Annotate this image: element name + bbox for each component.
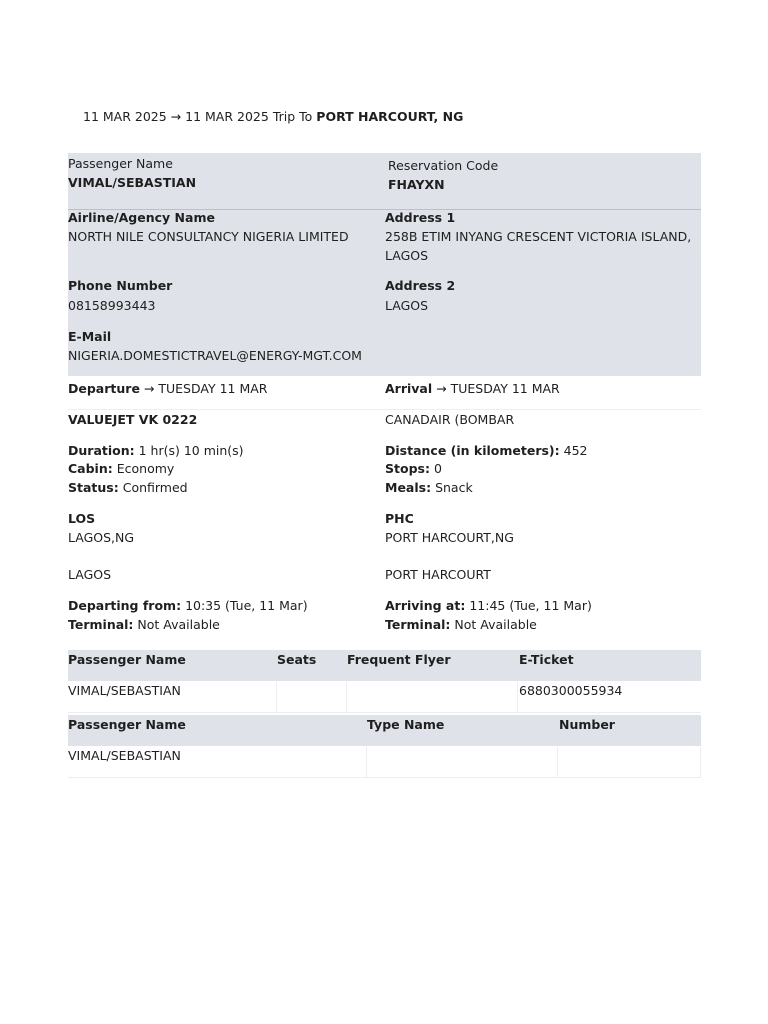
- divider: [68, 712, 701, 713]
- arrival-heading: [385, 379, 560, 398]
- email-address: NIGERIA.DOMESTICTRAVEL@ENERGY-MGT.COM: [68, 348, 362, 363]
- distance-row: [385, 441, 587, 460]
- doc-header-type-name: Type Name: [367, 717, 445, 732]
- arrival-terminal-label: Terminal:: [385, 617, 451, 632]
- arrival-terminal-row: [385, 615, 537, 634]
- divider: [557, 747, 558, 777]
- phone-label: Phone Number: [68, 278, 173, 293]
- trip-to-label: Trip To: [272, 109, 313, 124]
- aircraft-type: CANADAIR (BOMBAR: [385, 412, 515, 427]
- departure-terminal-label: Terminal:: [68, 617, 134, 632]
- phone-number: 08158993443: [68, 298, 156, 313]
- destination-airport: PORT HARCOURT: [385, 567, 491, 582]
- duration-value: 1 hr(s) 10 min(s): [138, 443, 244, 458]
- divider: [346, 682, 347, 712]
- reservation-code: FHAYXN: [388, 177, 445, 192]
- ticket-header-frequent-flyer: Frequent Flyer: [347, 652, 451, 667]
- reservation-code-label: Reservation Code: [388, 158, 499, 173]
- status-label: Status:: [68, 480, 119, 495]
- origin-city: LAGOS,NG: [68, 530, 135, 545]
- divider: [700, 747, 701, 777]
- origin-code: LOS: [68, 511, 96, 526]
- origin-airport: LAGOS: [68, 567, 112, 582]
- passenger-name: VIMAL/SEBASTIAN: [68, 175, 197, 190]
- divider: [276, 682, 277, 712]
- agency-name: NORTH NILE CONSULTANCY NIGERIA LIMITED: [68, 229, 349, 244]
- stops-label: Stops:: [385, 461, 430, 476]
- email-label: E-Mail: [68, 329, 112, 344]
- ticket-row-passenger: VIMAL/SEBASTIAN: [68, 683, 181, 698]
- arriving-label: Arriving at:: [385, 598, 466, 613]
- arrival-terminal: Not Available: [454, 617, 537, 632]
- departure-day: TUESDAY 11 MAR: [158, 381, 268, 396]
- cabin-value: Economy: [116, 461, 175, 476]
- destination-code: PHC: [385, 511, 414, 526]
- status-value: Confirmed: [122, 480, 188, 495]
- departure-heading: [68, 379, 268, 398]
- doc-header-passenger: Passenger Name: [68, 717, 186, 732]
- departing-label: Departing from:: [68, 598, 182, 613]
- trip-destination: PORT HARCOURT, NG: [316, 109, 464, 124]
- destination-city: PORT HARCOURT,NG: [385, 530, 514, 545]
- departing-time: 10:35 (Tue, 11 Mar): [185, 598, 308, 613]
- arrival-day: TUESDAY 11 MAR: [450, 381, 560, 396]
- departure-terminal: Not Available: [137, 617, 220, 632]
- status-row: [68, 478, 188, 497]
- ticket-header-seats: Seats: [277, 652, 317, 667]
- arriving-time: 11:45 (Tue, 11 Mar): [469, 598, 592, 613]
- passenger-name-label: Passenger Name: [68, 156, 173, 171]
- meals-label: Meals:: [385, 480, 432, 495]
- distance-value: 452: [563, 443, 588, 458]
- cabin-label: Cabin:: [68, 461, 113, 476]
- flight-number: VALUEJET VK 0222: [68, 412, 198, 427]
- agency-name-label: Airline/Agency Name: [68, 210, 215, 225]
- arrow-icon: →: [170, 109, 182, 124]
- meals-row: [385, 478, 473, 497]
- address1-label: Address 1: [385, 210, 456, 225]
- stops-row: [385, 459, 442, 478]
- duration-label: Duration:: [68, 443, 135, 458]
- divider: [68, 777, 701, 778]
- departing-row: [68, 596, 308, 615]
- arrival-label: Arrival: [385, 381, 433, 396]
- doc-row-passenger: VIMAL/SEBASTIAN: [68, 748, 181, 763]
- cabin-row: [68, 459, 174, 478]
- address1-line1: 258B ETIM INYANG CRESCENT VICTORIA ISLAND,: [385, 229, 692, 244]
- distance-label: Distance (in kilometers):: [385, 443, 560, 458]
- meals-value: Snack: [435, 480, 473, 495]
- stops-value: 0: [433, 461, 442, 476]
- address2: LAGOS: [385, 298, 429, 313]
- trip-from-date: 11 MAR 2025: [83, 109, 167, 124]
- ticket-header-passenger: Passenger Name: [68, 652, 186, 667]
- ticket-header-eticket: E-Ticket: [519, 652, 574, 667]
- doc-header-number: Number: [559, 717, 615, 732]
- departure-terminal-row: [68, 615, 220, 634]
- arrow-icon: →: [436, 381, 447, 396]
- divider: [366, 747, 367, 777]
- ticket-row-eticket: 6880300055934: [519, 683, 623, 698]
- duration-row: [68, 441, 244, 460]
- trip-to-date: 11 MAR 2025: [185, 109, 269, 124]
- trip-title: [83, 109, 463, 124]
- address1-line2: LAGOS: [385, 248, 429, 263]
- divider: [517, 682, 518, 712]
- departure-label: Departure: [68, 381, 140, 396]
- arriving-row: [385, 596, 592, 615]
- address2-label: Address 2: [385, 278, 456, 293]
- arrow-icon: →: [143, 381, 155, 396]
